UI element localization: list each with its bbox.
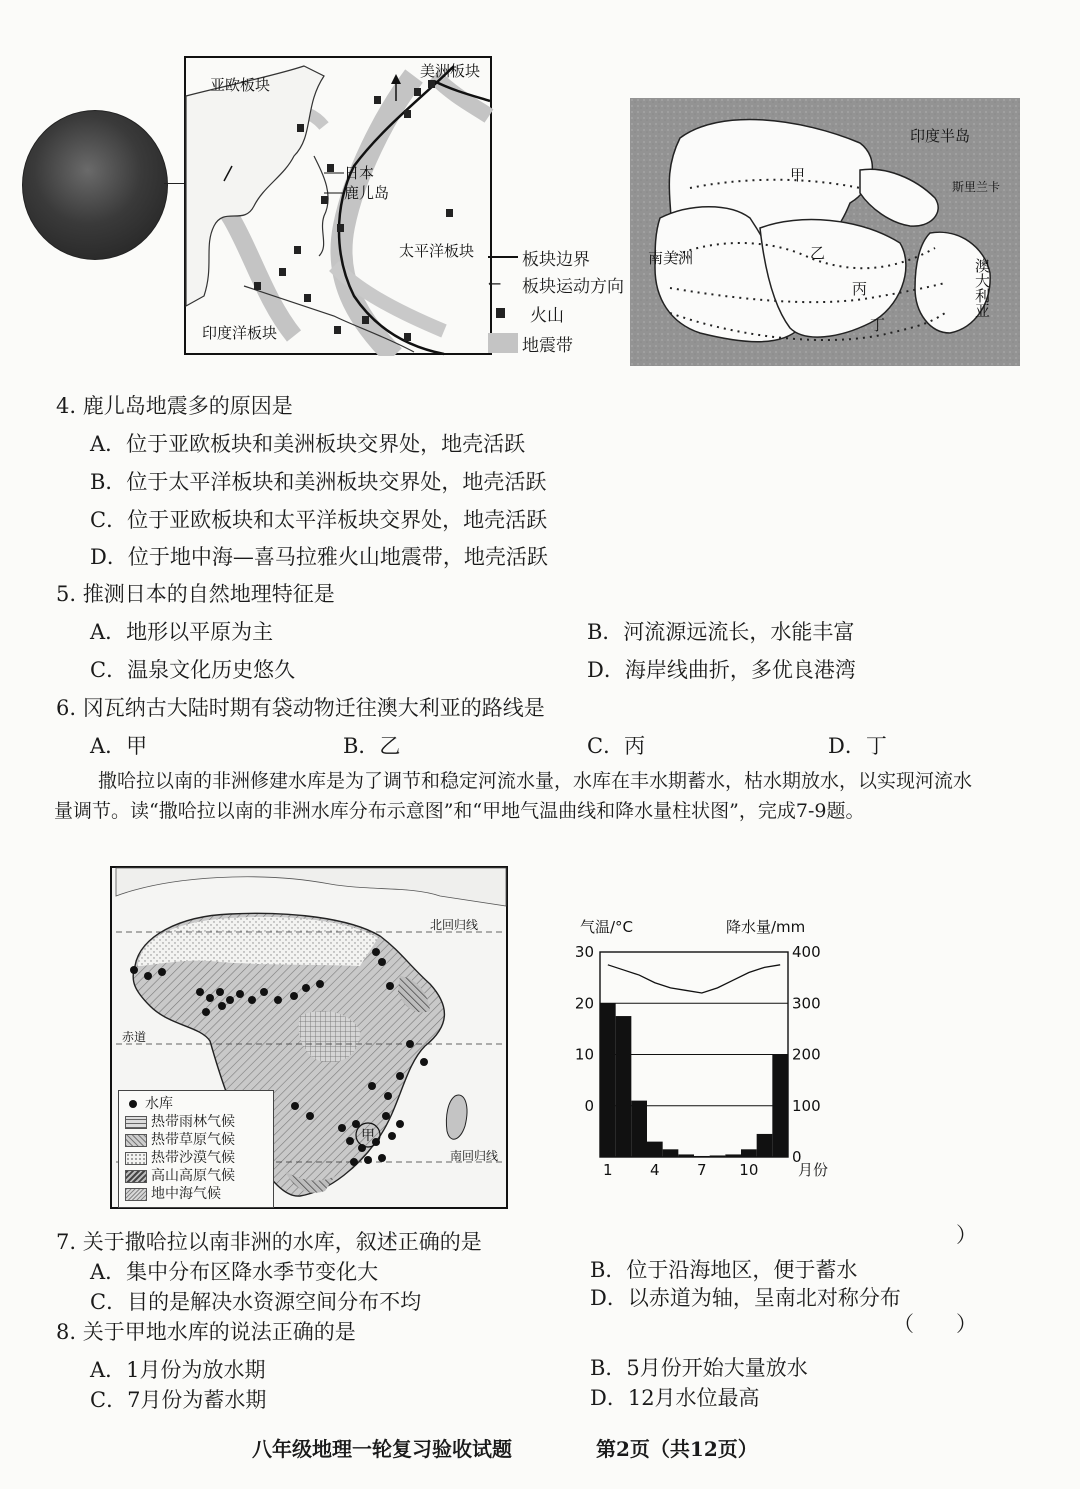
label-tropic-north: 北回归线: [430, 918, 479, 932]
q8-option-c: C．7月份为蓄水期: [90, 1388, 267, 1412]
question-8-paren: （ ）: [893, 1312, 977, 1336]
left-axis-tick-label: 10: [574, 1045, 594, 1064]
right-axis-tick-label: 0: [792, 1148, 802, 1166]
label-route-jia: 甲: [790, 166, 806, 184]
q6-option-c: C．丙: [587, 734, 646, 758]
label-route-yi: 乙: [810, 244, 826, 262]
x-axis-tick-label: 10: [739, 1161, 759, 1179]
precip-bar: [694, 1156, 710, 1157]
left-axis-tick-label: 30: [574, 943, 594, 961]
footer-page: 第2页（共12页）: [596, 1437, 758, 1461]
question-7-number: 7.: [56, 1230, 77, 1254]
question-8-stem: 关于甲地水库的说法正确的是: [82, 1320, 356, 1344]
q6-option-a: A．甲: [90, 734, 148, 758]
q8-option-d: D．12月水位最高: [590, 1386, 760, 1410]
q4-option-b: B．位于太平洋板块和美洲板块交界处，地壳活跃: [90, 470, 547, 494]
reading-intro: 撒哈拉以南的非洲修建水库是为了调节和稳定河流水量，水库在丰水期蓄水，枯水期放水，以实现河流水量调节。读“撒哈拉以南的非洲水库分布示意图”和“甲地气温曲线和降水量柱状图”，完成7-9题。: [54, 770, 973, 822]
legend-mediterranean-swatch: [125, 1188, 147, 1201]
question-8-number: 8.: [56, 1320, 77, 1344]
precip-bar: [647, 1142, 663, 1157]
label-american-plate: 美洲板块: [420, 62, 481, 80]
legend-highland-swatch: [125, 1170, 147, 1183]
question-7-paren: ）: [956, 1223, 977, 1247]
q6-option-b: B．乙: [343, 734, 401, 758]
label-tropic-south: 南回归线: [450, 1149, 499, 1163]
photo-circle: [22, 110, 168, 260]
question-5-number: 5.: [56, 582, 77, 606]
label-india: 印度半岛: [910, 127, 971, 145]
q5-option-d: D．海岸线曲折，多优良港湾: [587, 658, 856, 682]
q7-option-a: A．集中分布区降水季节变化大: [90, 1260, 379, 1284]
left-axis-tick-label: 20: [574, 994, 594, 1013]
precip-bar: [631, 1101, 647, 1157]
legend-desert-label: 热带沙漠气候: [151, 1150, 235, 1166]
label-sri-lanka: 斯里兰卡: [952, 180, 1001, 194]
q4-option-d: D．位于地中海—喜马拉雅火山地震带，地壳活跃: [90, 545, 548, 569]
left-axis-title: 气温/°C: [580, 918, 634, 936]
legend-savanna-label: 热带草原气候: [151, 1132, 235, 1148]
label-kagoshima: 鹿儿岛: [344, 184, 390, 202]
plate-map: [184, 56, 494, 356]
legend-desert-swatch: [125, 1152, 147, 1165]
legend-boundary-symbol: [488, 256, 518, 258]
legend-rainforest-swatch: [125, 1116, 147, 1129]
precip-bar: [710, 1155, 726, 1157]
precip-bar: [772, 1055, 788, 1158]
right-axis-tick-label: 400: [792, 943, 821, 961]
question-7-stem: 关于撒哈拉以南非洲的水库，叙述正确的是: [82, 1230, 482, 1254]
q4-option-c: C．位于亚欧板块和太平洋板块交界处，地壳活跃: [90, 508, 548, 532]
q7-option-d: D．以赤道为轴，呈南北对称分布: [590, 1286, 901, 1310]
q5-option-a: A．地形以平原为主: [90, 620, 274, 644]
legend-rainforest-label: 热带雨林气候: [151, 1114, 235, 1130]
legend-direction-label: 板块运动方向: [522, 276, 624, 297]
precip-bar: [616, 1016, 632, 1157]
legend-volcano-icon: [496, 308, 505, 318]
legend-reservoir-label: 水库: [145, 1096, 173, 1112]
question-6: [56, 694, 545, 722]
question-4-number: 4.: [56, 394, 77, 418]
footer-title: 八年级地理一轮复习验收试题: [252, 1437, 512, 1461]
question-4-stem: 鹿儿岛地震多的原因是: [82, 394, 293, 418]
left-axis-tick-label: 0: [584, 1096, 594, 1115]
right-axis-tick-label: 300: [792, 994, 821, 1013]
q4-option-a: A．位于亚欧板块和美洲板块交界处，地壳活跃: [90, 432, 526, 456]
x-axis-tick-label: 4: [650, 1161, 660, 1179]
right-axis-tick-label: 100: [792, 1096, 821, 1115]
q6-option-d: D．丁: [828, 734, 887, 758]
label-eurasian-plate: 亚欧板块: [210, 76, 271, 94]
label-japan: 日本: [344, 164, 375, 182]
legend-quake-belt-label: 地震带: [522, 335, 573, 356]
precip-bar: [663, 1149, 679, 1157]
q5-option-c: C．温泉文化历史悠久: [90, 658, 296, 682]
legend-quake-belt-swatch: [488, 333, 518, 353]
q5-option-b: B．河流源远流长，水能丰富: [587, 620, 855, 644]
label-route-ding: 丁: [870, 316, 886, 334]
question-6-stem: 冈瓦纳古大陆时期有袋动物迁往澳大利亚的路线是: [82, 696, 545, 720]
label-australia: 澳大利亚: [973, 258, 991, 318]
gondwana-map: [630, 98, 1020, 366]
label-south-america: 南美洲: [648, 249, 694, 267]
question-7: [56, 1228, 482, 1256]
right-axis-tick-label: 200: [792, 1045, 821, 1064]
legend-reservoir-icon: [129, 1100, 137, 1108]
africa-map-legend: [118, 1090, 274, 1208]
label-indian-ocean-plate: 印度洋板块: [202, 324, 278, 342]
x-axis-unit-label: 月份: [798, 1161, 829, 1179]
label-equator: 赤道: [122, 1030, 147, 1044]
q7-option-c: C．目的是解决水资源空间分布不均: [90, 1290, 422, 1314]
climate-chart: [560, 912, 840, 1187]
legend-savanna-swatch: [125, 1134, 147, 1147]
question-8: [56, 1318, 356, 1346]
question-5-stem: 推测日本的自然地理特征是: [82, 582, 335, 606]
question-6-number: 6.: [56, 696, 77, 720]
legend-boundary-label: 板块边界: [522, 249, 590, 270]
legend-volcano-label: 火山: [530, 305, 564, 326]
right-axis-title: 降水量/mm: [726, 918, 806, 936]
q7-option-b: B．位于沿海地区，便于蓄水: [590, 1258, 858, 1282]
question-5: [56, 580, 335, 608]
precip-bar: [757, 1134, 773, 1157]
legend-highland-label: 高山高原气候: [151, 1168, 235, 1184]
precip-bar: [678, 1154, 694, 1157]
legend-mediterranean-label: 地中海气候: [151, 1186, 221, 1202]
label-route-bing: 丙: [852, 280, 868, 298]
precip-bar: [725, 1154, 741, 1157]
question-4: [56, 392, 293, 420]
legend-arrow-icon: ←: [488, 274, 502, 293]
plate-map-legend: [488, 244, 628, 358]
precip-bar: [741, 1149, 757, 1157]
label-pacific-plate: 太平洋板块: [399, 242, 475, 260]
x-axis-tick-label: 7: [697, 1161, 707, 1179]
precip-bar: [600, 1003, 616, 1157]
label-jia-africa: 甲: [361, 1128, 375, 1144]
q8-option-a: A．1月份为放水期: [90, 1358, 266, 1382]
q8-option-b: B．5月份开始大量放水: [590, 1356, 808, 1380]
x-axis-tick-label: 1: [603, 1161, 613, 1179]
